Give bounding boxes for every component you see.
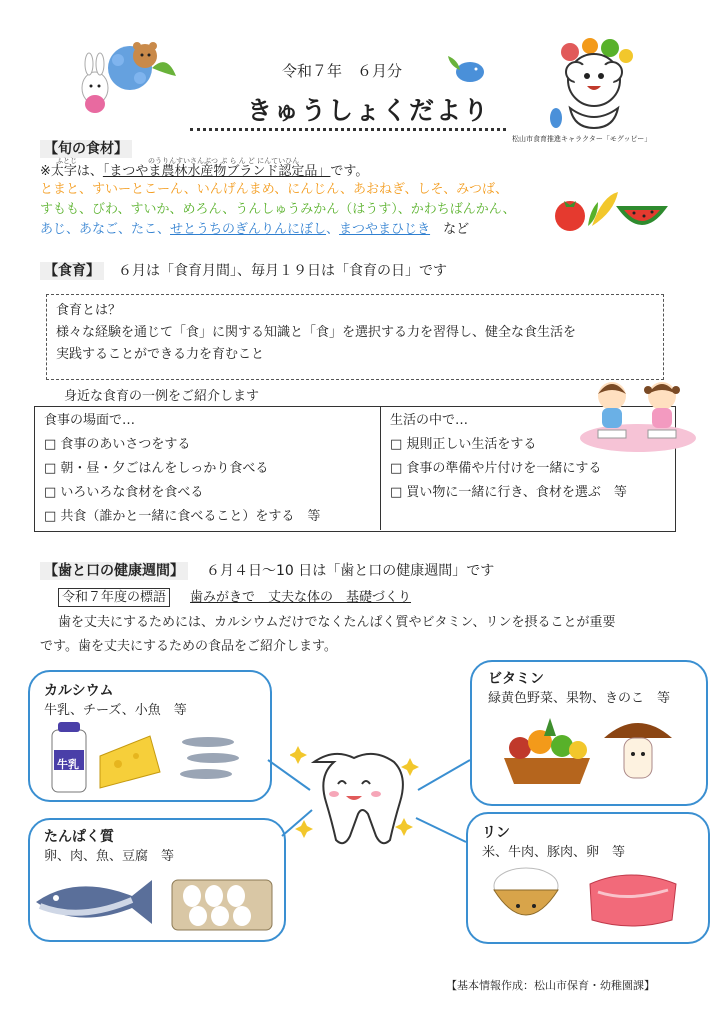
seasonal-line3 bbox=[40, 223, 469, 236]
left-item-4: □ 共食（誰かと一緒に食べること）をする 等 bbox=[44, 509, 321, 524]
seasonal-line2: すもも、びわ、すいか、めろん、うんしゅうみかん（はうす）、かわちばんかん、 bbox=[40, 202, 516, 217]
rice-meat-illustration bbox=[486, 860, 686, 934]
milk-label: 牛乳 bbox=[57, 758, 79, 771]
slogan-label: 令和７年度の標語 bbox=[58, 588, 170, 607]
left-item-3: □ いろいろな食材を食べる bbox=[44, 485, 204, 500]
protein-title: たんぱく質 bbox=[44, 829, 114, 845]
smiling-tooth-illustration bbox=[290, 742, 420, 846]
shokuiku-heading: 【食育】 bbox=[40, 262, 104, 280]
left-item-2: □ 朝・昼・夕ごはんをしっかり食べる bbox=[44, 461, 269, 476]
calcium-title: カルシウム bbox=[44, 683, 114, 699]
phosphorus-items: 米、牛肉、豚肉、卵 等 bbox=[482, 845, 626, 860]
milk-cheese-fish-illustration bbox=[48, 720, 258, 794]
seasonal-line1: とまと、すいーとこーん、いんげんまめ、にんじん、あおねぎ、しそ、みつば、 bbox=[40, 182, 509, 197]
vitamin-items: 緑黄色野菜、果物、きのこ 等 bbox=[488, 691, 671, 706]
example-intro: 身近な食育の一例をご紹介します bbox=[64, 389, 260, 404]
teeth-intro: ６月４日～10 日は「歯と口の健康週間」です bbox=[206, 563, 495, 579]
vitamin-title: ビタミン bbox=[488, 671, 544, 687]
definition-title: 食育とは？ bbox=[56, 303, 122, 318]
example-table-divider bbox=[380, 407, 381, 530]
seasonal-heading: 【旬の食材】 bbox=[40, 140, 132, 158]
mascot-moguppy bbox=[550, 38, 640, 130]
definition-line2: 実践することができる力を育むこと bbox=[56, 347, 265, 362]
fruit-basket-mushroom-illustration bbox=[500, 708, 676, 794]
right-item-3: □ 買い物に一緒に行き、食材を選ぶ 等 bbox=[390, 485, 627, 500]
right-column-title: 生活の中で… bbox=[390, 413, 469, 428]
note-prefix: ※太字は、 bbox=[40, 164, 103, 179]
title-underline bbox=[190, 128, 506, 131]
protein-items: 卵、肉、魚、豆腐 等 bbox=[44, 849, 175, 864]
teeth-body-line2: です。歯を丈夫にするための食品をご紹介します。 bbox=[40, 639, 337, 654]
phosphorus-title: リン bbox=[482, 825, 510, 841]
note-brand: 「まつやま農林水産物ブランド認定品」 bbox=[102, 164, 331, 179]
newsletter-period: 令和７年 ６月分 bbox=[282, 62, 403, 80]
seasonal-note bbox=[40, 165, 368, 178]
teeth-heading: 【歯と口の健康週間】 bbox=[40, 562, 188, 580]
right-item-2: □ 食事の準備や片付けを一緒にする bbox=[390, 461, 602, 476]
line3-prefix: あじ、あなご、たこ、 bbox=[40, 222, 171, 237]
line3-sep: 、 bbox=[326, 222, 340, 237]
slogan-text: 歯みがきで 丈夫な体の 基礎づくり bbox=[190, 590, 412, 605]
calcium-items: 牛乳、チーズ、小魚 等 bbox=[44, 703, 187, 718]
ruby-brand: のうりんすいさんぶつ ぶ ら ん ど にんていひん bbox=[148, 157, 300, 165]
right-item-1: □ 規則正しい生活をする bbox=[390, 437, 537, 452]
line3-suffix: など bbox=[430, 222, 470, 237]
bird-icon bbox=[440, 52, 490, 86]
note-suffix: です。 bbox=[330, 164, 369, 179]
teeth-body-line1: 歯を丈夫にするためには、カルシウムだけでなくたんぱく質やビタミン、リンを摂ることが重要 bbox=[58, 615, 616, 630]
brand-hijiki: まつやまひじき bbox=[339, 222, 431, 237]
definition-line1: 様々な経験を通じて「食」に関する知識と「食」を選択する力を習得し、健全な食生活を bbox=[56, 325, 577, 340]
footer-credit: 【基本情報作成：松山市保育・幼稚園課】 bbox=[446, 979, 655, 992]
newsletter-title: きゅうしょくだより bbox=[247, 96, 491, 125]
shokuiku-intro: ６月は「食育月間」、毎月１９日は「食育の日」です bbox=[118, 263, 447, 279]
left-column-title: 食事の場面で… bbox=[44, 413, 136, 428]
mascot-caption: 松山市食育推進キャラクター「モグッピー」 bbox=[512, 135, 652, 143]
brand-niboshi: せとうちのぎんりんにぼし bbox=[170, 222, 327, 237]
fish-eggs-illustration bbox=[32, 866, 278, 936]
vegetables-illustration bbox=[548, 186, 668, 236]
bear-rabbit-illustration bbox=[70, 38, 180, 118]
ruby-futoji: ふとじ bbox=[56, 157, 77, 165]
left-item-1: □ 食事のあいさつをする bbox=[44, 437, 191, 452]
children-eating-illustration bbox=[578, 372, 698, 454]
